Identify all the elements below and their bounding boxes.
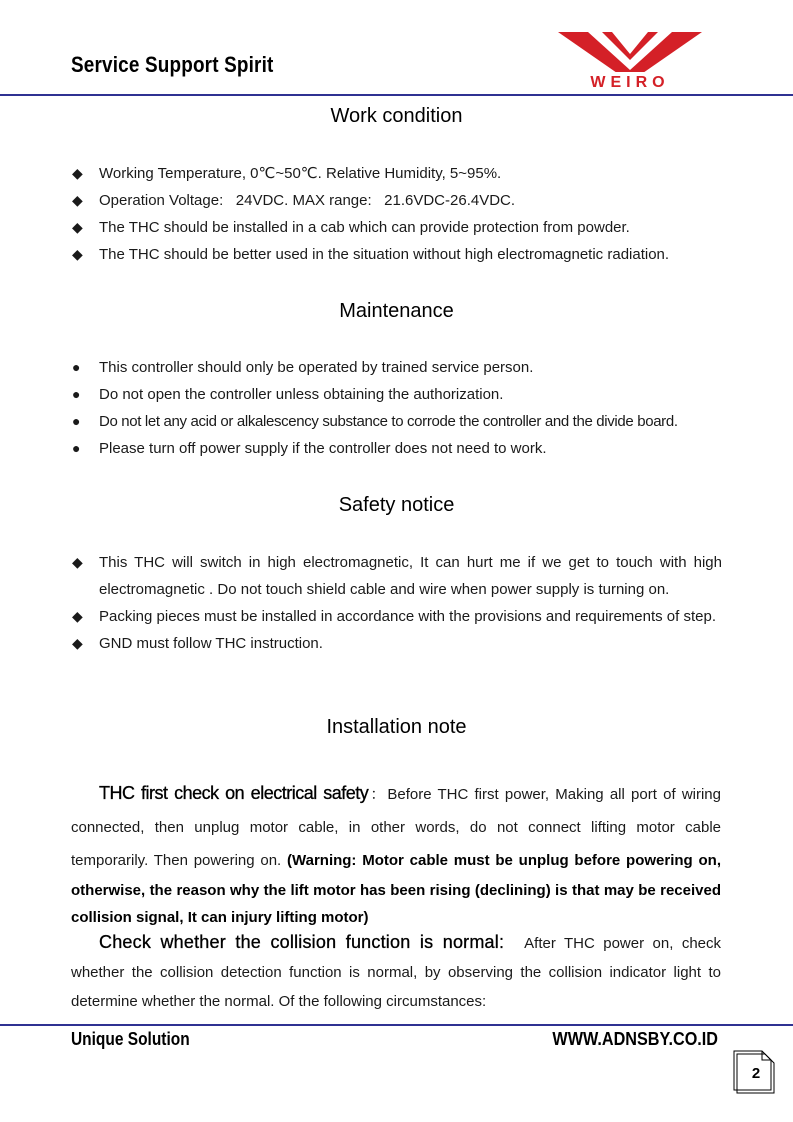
list-item: ◆ GND must follow THC instruction. xyxy=(72,630,722,657)
list-item: ◆ This THC will switch in high electromagnetic, It can hurt me if we get to touch with high electromagnetic . Do not touch shield cable and wire when power supply is turning on. xyxy=(72,549,722,603)
diamond-bullet-icon: ◆ xyxy=(72,554,83,570)
collision-check-heading: Check whether the collision function is normal: xyxy=(99,932,505,952)
header-rule xyxy=(0,94,793,96)
list-item: ◆ The THC should be installed in a cab which can provide protection from powder. xyxy=(72,214,722,241)
list-item: ◆ Packing pieces must be installed in accordance with the provisions and requirements of step. xyxy=(72,603,722,630)
diamond-bullet-icon: ◆ xyxy=(72,246,83,262)
logo-text: WEIRO xyxy=(590,74,670,90)
section-title-safety-notice: Safety notice xyxy=(338,494,455,516)
dot-bullet-icon: ● xyxy=(72,359,81,375)
footer-website: WWW.ADNSBY.CO.ID xyxy=(552,1029,718,1049)
list-item: ● Do not let any acid or alkalescency substance to corrode the controller and the divide board. xyxy=(72,408,722,435)
diamond-bullet-icon: ◆ xyxy=(72,219,83,235)
installation-paragraph-2: Check whether the collision function is normal: After THC power on, check whether the collision detection function is normal, by observing the collision indicator light to determine whether the normal. Of the following circumstances: xyxy=(71,932,722,1010)
warning-text: (Warning: Motor cable must be unplug before powering on, otherwise, the reason why the lift motor has been rising (declining) is that may be received collision signal, It can injury lifting motor) xyxy=(71,852,721,926)
section-title-installation-note: Installation note xyxy=(326,716,467,738)
maintenance-list xyxy=(72,354,722,462)
work-condition-list xyxy=(72,160,722,268)
diamond-bullet-icon: ◆ xyxy=(72,635,83,651)
list-item: ● Do not open the controller unless obtaining the authorization. xyxy=(72,381,722,408)
electrical-safety-heading: THC first check on electrical safety xyxy=(99,783,369,803)
weiro-logo xyxy=(556,30,704,90)
page-number: 2 xyxy=(751,1065,761,1082)
list-item: ● This controller should only be operated by trained service person. xyxy=(72,354,722,381)
safety-notice-list xyxy=(72,549,722,657)
header-title: Service Support Spirit xyxy=(71,52,274,77)
dot-bullet-icon: ● xyxy=(72,386,81,402)
installation-paragraph-1: THC first check on electrical safety：Before THC first power, Making all port of wiring connected, then unplug motor cable, in other words, do not connect lifting motor cable temporarily. Then powering on. (Warning: Motor cable must be unplug before powering on, otherwise, the reason why the lift motor has been rising (declining) is that may be received collision signal, It can injury lifting motor) xyxy=(71,783,721,926)
dot-bullet-icon: ● xyxy=(72,413,81,429)
list-item: ● Please turn off power supply if the controller does not need to work. xyxy=(72,435,722,462)
diamond-bullet-icon: ◆ xyxy=(72,608,83,624)
list-item: ◆ The THC should be better used in the situation without high electromagnetic radiation. xyxy=(72,241,722,268)
section-title-work-condition: Work condition xyxy=(330,105,463,127)
list-item: ◆ Working Temperature, 0℃~50℃. Relative Humidity, 5~95%. xyxy=(72,160,722,187)
list-item: ◆ Operation Voltage: 24VDC. MAX range: 21.6VDC-26.4VDC. xyxy=(72,187,722,214)
diamond-bullet-icon: ◆ xyxy=(72,192,83,208)
dot-bullet-icon: ● xyxy=(72,440,81,456)
section-title-maintenance: Maintenance xyxy=(339,300,454,322)
footer-rule xyxy=(0,1024,793,1026)
diamond-bullet-icon: ◆ xyxy=(72,165,83,181)
footer-left-text: Unique Solution xyxy=(71,1029,190,1049)
